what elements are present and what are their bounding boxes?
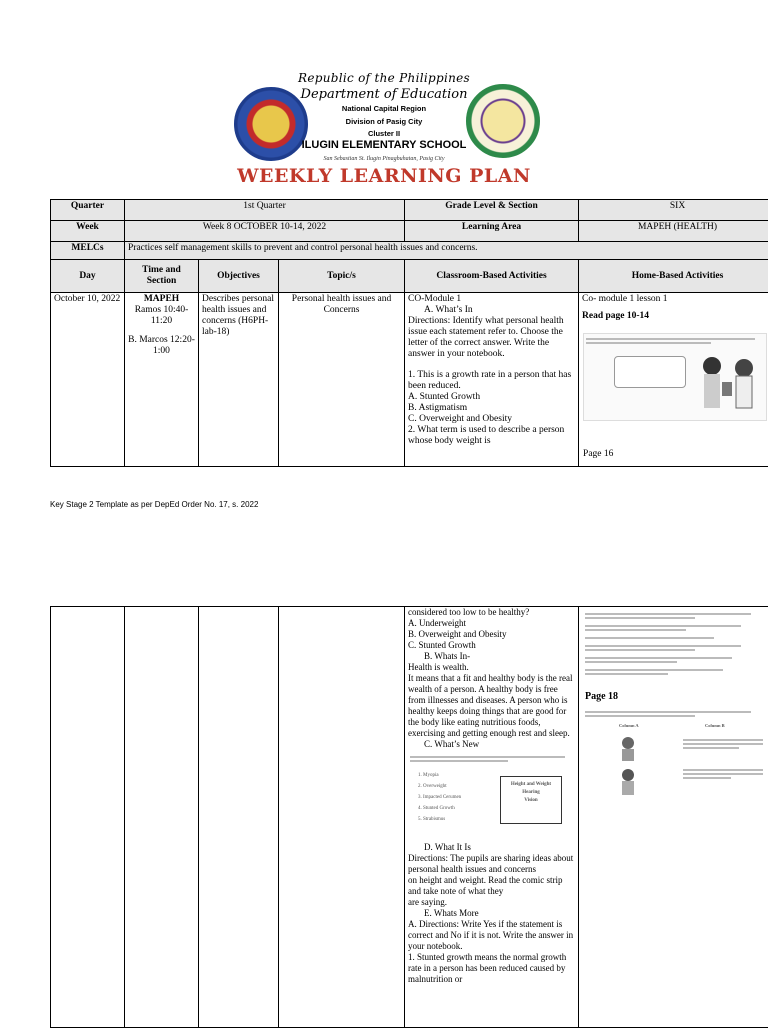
child-illustration-icon — [613, 735, 643, 799]
row1-time1: Ramos 10:40-11:20 — [128, 305, 195, 327]
classroom-line: CO-Module 1 — [408, 294, 575, 305]
grade-value: SIX — [579, 200, 768, 221]
row1-subject: MAPEH — [128, 294, 195, 305]
row1-time2: B. Marcos 12:20-1:00 — [128, 335, 195, 357]
column-b-label: Column B — [705, 723, 725, 728]
area-label: Learning Area — [405, 221, 579, 242]
classroom-line: A. What’s In — [408, 305, 575, 316]
row1-classroom — [405, 293, 579, 467]
area-value: MAPEH (HEALTH) — [579, 221, 768, 242]
department-line: Department of Education — [0, 87, 768, 102]
school-address: San Sebastian St. Ilugin Pinagbuhatan, Pasig City — [0, 156, 768, 162]
classroom-line: A. Underweight — [408, 618, 575, 629]
week-label: Week — [51, 221, 125, 242]
classroom-line: It means that a fit and healthy body is the real wealth of a person. A healthy body is free from illnesses and diseases. A person who is healthy keeps doing things that are good for the body like eating nutritious foods, exercising and getting enough rest and sleep. — [408, 673, 575, 739]
list-item: 3. Impacted Cerumen — [418, 792, 461, 803]
classroom-line: Health is wealth. — [408, 662, 575, 673]
module-page-thumbnail — [583, 333, 767, 421]
home-line2: Read page 10-14 — [582, 311, 768, 322]
classroom-line: 2. What term is used to describe a person whose body weight is — [408, 425, 575, 447]
grade-label: Grade Level & Section — [405, 200, 579, 221]
cluster-line: Cluster II — [0, 129, 768, 138]
column-a-label: Column A — [619, 723, 639, 728]
row2-home — [579, 607, 768, 1028]
col-home: Home-Based Activities — [579, 260, 768, 293]
division-line: Division of Pasig City — [0, 117, 768, 126]
row2-time — [125, 607, 199, 1028]
list-item: 4. Stunted Growth — [418, 803, 461, 814]
col-topics: Topic/s — [279, 260, 405, 293]
classroom-line: E. Whats More — [408, 908, 575, 919]
col-time-section: Time and Section — [125, 260, 199, 293]
classroom-line: 1. Stunted growth means the normal growth rate in a person has been reduced caused by malnutrition or — [408, 952, 575, 985]
box-item: Hearing — [501, 789, 561, 797]
row1-topic: Personal health issues and Concerns — [279, 293, 405, 467]
row2-classroom — [405, 607, 579, 1028]
quarter-label: Quarter — [51, 200, 125, 221]
classroom-line: B. Overweight and Obesity — [408, 629, 575, 640]
classroom-line: are saying. — [408, 897, 575, 908]
classroom-line: C. Overweight and Obesity — [408, 414, 575, 425]
region-line: National Capital Region — [0, 104, 768, 113]
school-name: ILUGIN ELEMENTARY SCHOOL — [0, 139, 768, 151]
box-item: Vision — [501, 797, 561, 805]
classroom-line: 1. This is a growth rate in a person that has been reduced. — [408, 370, 575, 392]
classroom-line: C. Stunted Growth — [408, 640, 575, 651]
plan-table — [50, 199, 768, 467]
home-line1: Co- module 1 lesson 1 — [582, 294, 768, 305]
list-item: 5. Strabismus — [418, 814, 461, 825]
row2-day — [51, 607, 125, 1028]
classroom-line: B. Astigmatism — [408, 403, 575, 414]
classroom-line: considered too low to be healthy? — [408, 607, 575, 618]
classroom-line: Directions: Identify what personal health issue each statement refer to. Choose the letter of the correct answer. Write the answer in your notebook. — [408, 316, 575, 360]
row2-objectives — [199, 607, 279, 1028]
classroom-line: A. Stunted Growth — [408, 392, 575, 403]
melcs-value: Practices self management skills to prevent and control personal health issues and concerns. — [125, 242, 768, 260]
home-page-label: Page 18 — [585, 691, 618, 702]
classroom-line: Directions: The pupils are sharing ideas about personal health issues and concerns — [408, 853, 575, 875]
row1-time-section — [125, 293, 199, 467]
col-objectives: Objectives — [199, 260, 279, 293]
topics-box — [500, 776, 562, 824]
melcs-label: MELCs — [51, 242, 125, 260]
box-item: Height and Weight — [501, 781, 561, 789]
row1-day: October 10, 2022 — [51, 293, 125, 467]
classroom-line: B. Whats In- — [408, 651, 575, 662]
footnote: Key Stage 2 Template as per DepEd Order No. 17, s. 2022 — [50, 500, 258, 509]
classroom-line: D. What It Is — [408, 842, 575, 853]
week-value: Week 8 OCTOBER 10-14, 2022 — [125, 221, 405, 242]
home-page-label: Page 16 — [583, 449, 613, 460]
col-classroom: Classroom-Based Activities — [405, 260, 579, 293]
plan-table-continued — [50, 606, 768, 1028]
document-title: WEEKLY LEARNING PLAN — [0, 165, 768, 187]
classroom-line: on height and weight. Read the comic strip and take note of what they — [408, 875, 575, 897]
doctor-illustration-icon — [694, 346, 764, 416]
row2-topic — [279, 607, 405, 1028]
classroom-line: A. Directions: Write Yes if the statement is correct and No if it is not. Write the answer in your notebook. — [408, 919, 575, 952]
quarter-value: 1st Quarter — [125, 200, 405, 221]
matching-thumbnail — [583, 707, 768, 803]
row1-objectives: Describes personal health issues and concerns (H6PH-lab-18) — [199, 293, 279, 467]
list-item: 2. Overweight — [418, 781, 461, 792]
list-item: 1. Myopia — [418, 770, 461, 781]
classroom-line: C. What’s New — [408, 739, 575, 750]
row1-home — [579, 293, 768, 467]
republic-line: Republic of the Philippines — [0, 71, 768, 85]
whats-new-thumbnail — [408, 752, 575, 840]
worksheet-thumbnail — [583, 609, 768, 689]
col-day: Day — [51, 260, 125, 293]
